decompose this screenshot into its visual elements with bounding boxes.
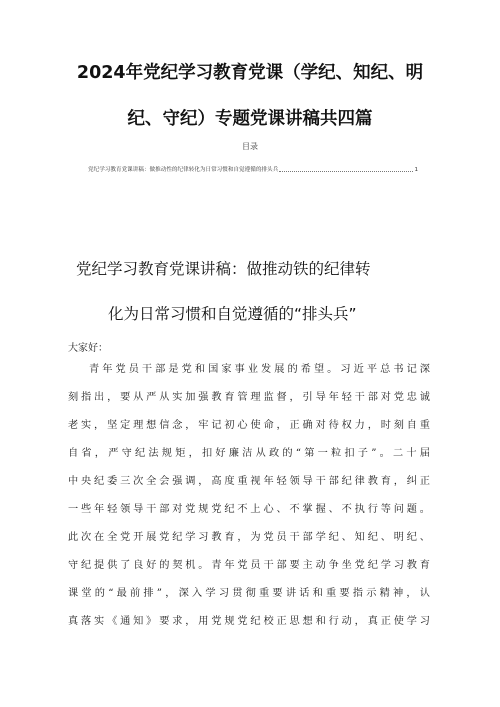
- section-title-line-2: 化为日常习惯和自觉遵循的“排头兵”: [108, 305, 357, 323]
- document-title-line-2: 纪、守纪）专题党课讲稿共四篇: [127, 109, 373, 129]
- greeting: 大家好：: [68, 343, 108, 354]
- toc-leader-dots: [279, 170, 413, 172]
- toc-entry-label: 党纪学习教育党课讲稿：做推动性的纪律转化为日常习惯和自觉遵循的排头兵: [88, 167, 279, 173]
- toc-entry[interactable]: [88, 165, 418, 173]
- toc-entry-page: 1: [414, 167, 418, 173]
- body-line: 刻指出，要从严从实加强教育管理监督，引导年轻干部对党忠诚: [68, 392, 430, 403]
- section-title-line-1: 党纪学习教育党课讲稿：做推动铁的纪律转: [76, 260, 371, 278]
- body-line: 此次在全党开展党纪学习教育，为党员干部学纪、知纪、明纪、: [68, 532, 430, 543]
- body-line: 真落实《通知》要求，用党规党纪校正思想和行动，真正使学习: [68, 616, 430, 627]
- document-title-line-1: 2024年党纪学习教育党课（学纪、知纪、明: [76, 63, 424, 83]
- body-line: 一些年轻领导干部对党规党纪不上心、不掌握、不执行等问题。: [68, 504, 430, 515]
- body-line: 老实，坚定理想信念，牢记初心使命，正确对待权力，时刻自重: [68, 420, 430, 431]
- body-line: 课堂的“最前排”，深入学习贯彻重要讲话和重要指示精神，认: [68, 588, 430, 599]
- body-line: 守纪提供了良好的契机。青年党员干部要主动争坐党纪学习教育: [68, 560, 430, 571]
- toc-heading: 目录: [242, 142, 258, 151]
- body-line: 中央纪委三次全会强调，高度重视年轻领导干部纪律教育，纠正: [68, 476, 430, 487]
- body-line: 青年党员干部是党和国家事业发展的希望。习近平总书记深: [89, 364, 430, 375]
- body-line: 自省，严守纪法规矩，扣好廉洁从政的“第一粒扣子”。二十届: [68, 448, 430, 459]
